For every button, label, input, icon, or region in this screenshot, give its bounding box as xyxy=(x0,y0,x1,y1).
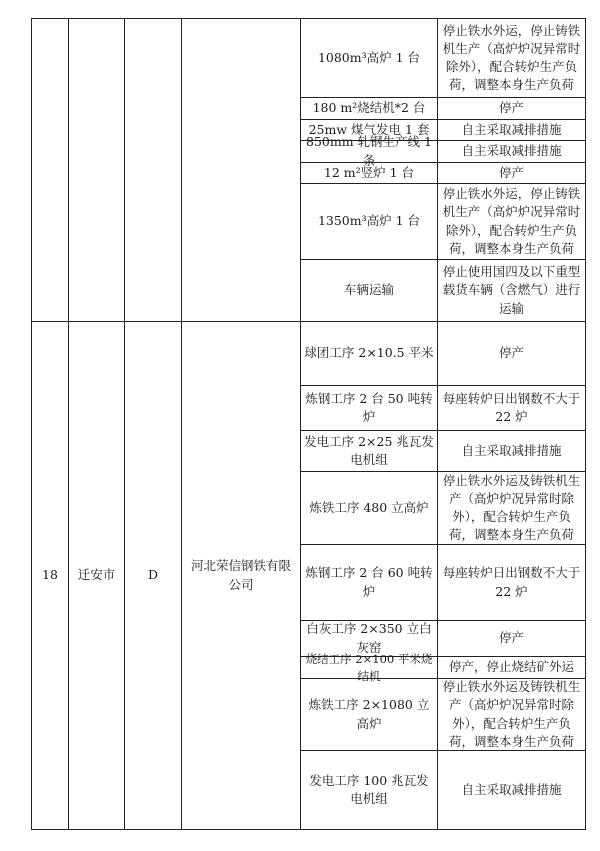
measure-cell: 自主采取减排措施 xyxy=(461,781,562,797)
table-row xyxy=(438,621,585,656)
facility-cell: 炼钢工序 2 台 60 吨转炉 xyxy=(305,565,433,599)
facility-cell: 发电工序 100 兆瓦发电机组 xyxy=(309,772,429,806)
facility-cell: 白灰工序 2×350 立白灰窑 xyxy=(306,621,432,655)
facility-cell: 炼铁工序 2×1080 立高炉 xyxy=(308,697,430,731)
table-row xyxy=(438,545,585,620)
measure-cell: 停产 xyxy=(498,100,524,116)
level-cell xyxy=(125,322,181,829)
index-cell xyxy=(32,322,68,829)
row-index: 18 xyxy=(42,567,58,583)
measure-cell: 自主采取减排措施 xyxy=(461,442,562,458)
table-row xyxy=(301,19,437,97)
city-cell xyxy=(69,322,124,829)
table-row xyxy=(301,260,437,321)
facility-cell: 850mm 轧钢生产线 1 条 xyxy=(306,134,432,168)
company-name: 河北荣信钢铁有限公司 xyxy=(190,558,291,592)
measure-cell: 停止使用国四及以下重型载货车辆（含燃气）进行运输 xyxy=(442,264,581,316)
facility-cell: 1080m³高炉 1 台 xyxy=(317,49,421,65)
facility-cell: 车辆运输 xyxy=(343,282,394,298)
measure-cell: 停止铁水外运及铸铁机生产（高炉炉况异常时除外），配合转炉生产负荷，调整本身生产负荷 xyxy=(442,679,581,749)
table-border xyxy=(31,829,586,830)
table-row xyxy=(438,19,585,97)
table-row xyxy=(438,386,585,430)
table-row xyxy=(301,751,437,829)
company-cell xyxy=(182,322,300,829)
table-row xyxy=(438,163,585,183)
measure-cell: 停止铁水外运，停止铸铁机生产（高炉炉况异常时除外），配合转炉生产负荷，调整本身生产负荷 xyxy=(442,22,581,93)
facility-cell: 炼铁工序 480 立高炉 xyxy=(309,499,429,515)
measure-cell: 每座转炉日出钢数不大于22 炉 xyxy=(442,390,581,424)
facility-cell: 1350m³高炉 1 台 xyxy=(317,213,421,229)
facility-cell: 180 m²烧结机*2 台 xyxy=(312,100,426,116)
table-row xyxy=(438,141,585,162)
measure-cell: 停产 xyxy=(498,345,524,361)
table-row xyxy=(438,260,585,321)
table-row xyxy=(301,386,437,430)
city-name: 迁安市 xyxy=(77,567,116,583)
measure-cell: 自主采取减排措施 xyxy=(461,121,562,137)
table-row xyxy=(301,431,437,471)
table-row xyxy=(438,98,585,119)
measure-cell: 停止铁水外运及铸铁机生产（高炉炉况异常时除外），配合转炉生产负荷，调整本身生产负荷 xyxy=(442,472,581,543)
measure-cell: 停产 xyxy=(498,630,524,646)
table-row xyxy=(301,184,437,259)
measure-cell: 每座转炉日出钢数不大于22 炉 xyxy=(442,565,581,599)
table-row xyxy=(301,134,437,168)
table-row xyxy=(438,120,585,140)
table-row xyxy=(301,163,437,183)
table-row xyxy=(438,751,585,829)
facility-cell: 球团工序 2×10.5 平米 xyxy=(304,345,434,361)
table-row xyxy=(438,184,585,259)
table-row xyxy=(438,472,585,544)
facility-cell: 25mw 煤气发电 1 套 xyxy=(308,121,430,137)
measure-cell: 停止铁水外运，停止铸铁机生产（高炉炉况异常时除外），配合转炉生产负荷，调整本身生产负荷 xyxy=(442,186,581,256)
table-row xyxy=(301,651,437,683)
table-row xyxy=(301,545,437,620)
table-row xyxy=(301,679,437,750)
level-grade: D xyxy=(147,567,159,583)
measure-cell: 自主采取减排措施 xyxy=(461,143,562,159)
table-row xyxy=(438,679,585,750)
facility-cell: 发电工序 2×25 兆瓦发电机组 xyxy=(304,433,434,467)
table-row xyxy=(301,98,437,119)
table-row xyxy=(438,431,585,471)
table-row xyxy=(438,322,585,385)
facility-cell: 12 m²竖炉 1 台 xyxy=(323,164,415,180)
table-row xyxy=(301,472,437,544)
facility-cell: 炼钢工序 2 台 50 吨转炉 xyxy=(305,390,433,424)
facility-cell: 烧结工序 2×100 平米烧结机 xyxy=(305,651,433,683)
measure-cell: 停产 xyxy=(498,164,524,180)
table-row xyxy=(301,322,437,385)
measure-cell: 停产，停止烧结矿外运 xyxy=(448,659,574,675)
table-row xyxy=(438,657,585,678)
